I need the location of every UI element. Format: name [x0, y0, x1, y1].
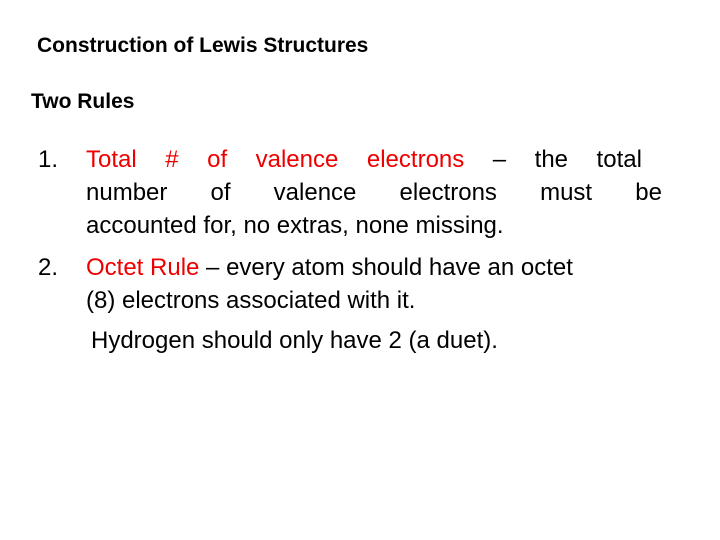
rule-1-term-valence: valence [255, 146, 339, 173]
hydrogen-note: Hydrogen should only have 2 (a duet). [91, 327, 498, 354]
rule-1-word: number [86, 179, 168, 206]
rule-1-term-total: Total [86, 146, 137, 173]
rule-1-word: valence [273, 179, 357, 206]
rule-1-line-3: accounted for, no extras, none missing. [86, 212, 504, 239]
rule-1-dash: – [492, 146, 507, 173]
slide-title: Construction of Lewis Structures [37, 34, 369, 57]
rule-1-word: be [635, 179, 662, 206]
rule-2-text: – every atom should have an octet [199, 254, 573, 281]
rule-1-term-of: of [207, 146, 228, 173]
rule-1-term-hash: # [165, 146, 179, 173]
rule-2-number: 2. [38, 254, 59, 281]
rule-1-term-electrons: electrons [366, 146, 465, 173]
rule-1-word: electrons [399, 179, 497, 206]
rule-1-word: must [540, 179, 593, 206]
rule-1-word: the [534, 146, 569, 173]
rule-2-line-2: (8) electrons associated with it. [86, 287, 416, 314]
rule-2-line-1 [86, 253, 573, 283]
rule-1-line-2 [86, 178, 662, 208]
rule-2-term: Octet Rule [86, 254, 200, 281]
rule-1-word: of [210, 179, 231, 206]
rule-1-word: total [596, 146, 642, 173]
rule-1-line-1 [86, 145, 642, 175]
slide-subtitle: Two Rules [31, 90, 135, 113]
rule-1-number: 1. [38, 146, 59, 173]
